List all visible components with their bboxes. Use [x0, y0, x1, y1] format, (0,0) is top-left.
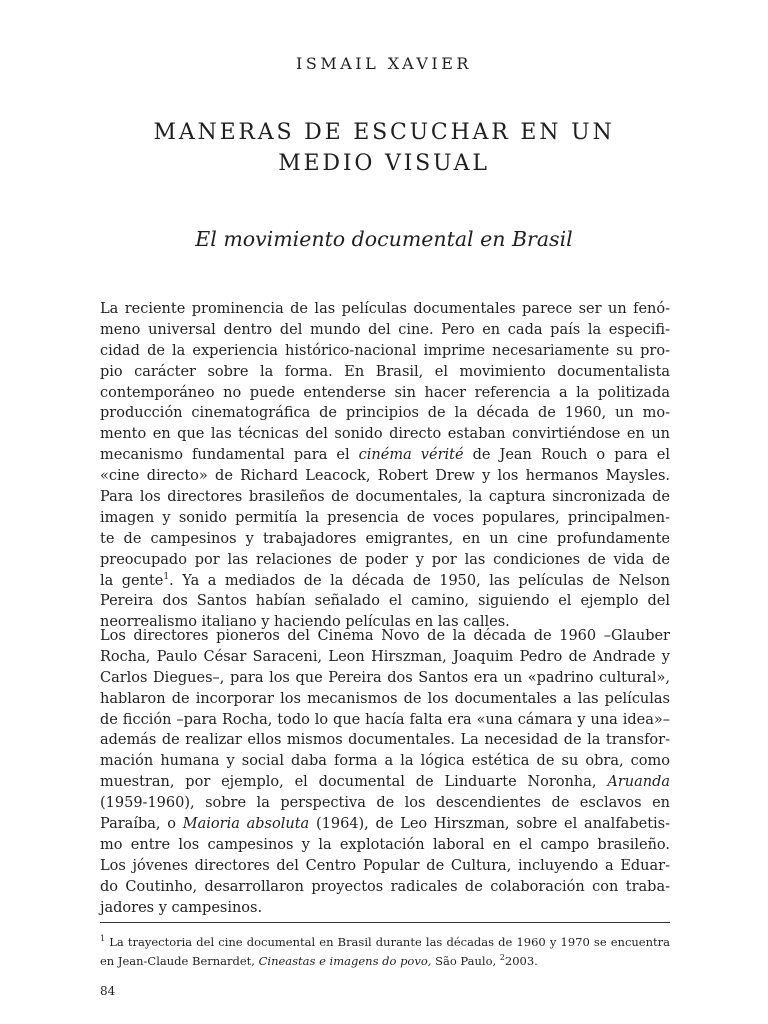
text-line — [100, 814, 670, 835]
text-line: Los directores pioneros del Cinema Novo de la década de 1960 –Glauber — [100, 628, 670, 644]
text-line: te de campesinos y trabajadores emigrantes, en un cine profundamente — [100, 530, 670, 547]
body-paragraph-2 — [100, 626, 670, 918]
italic-book-title: Cineastas e imagens do povo, — [258, 953, 432, 968]
text-segment: . Ya a mediados de la década de 1950, las películas de Nelson — [169, 572, 670, 589]
text-line: de ficción –para Rocha, todo lo que hacía falta era «una cámara y una idea»– — [100, 711, 670, 728]
text-line: mento en que las técnicas del sonido directo estaban convirtiéndose en un — [100, 426, 670, 443]
text-segment: La trayectoria del cine documental en Brasil durante las décadas de 1960 y 1970 se encuentra — [109, 935, 670, 949]
chapter-title — [0, 117, 768, 179]
chapter-title-line-2: MEDIO VISUAL — [278, 151, 490, 176]
text-line: pio carácter sobre la forma. En Brasil, el movimiento documentalista — [100, 363, 670, 380]
page-number: 84 — [100, 984, 116, 998]
text-segment: São Paulo, — [431, 953, 500, 968]
text-line: jadores y campesinos. — [100, 899, 263, 916]
text-line: «cine directo» de Richard Leacock, Robert Drew y los hermanos Maysles. — [100, 468, 670, 485]
text-line: Carlos Diegues–, para los que Pereira dos Santos era un «padrino cultural», — [100, 669, 670, 686]
text-line: neorrealismo italiano y haciendo películas en las calles. — [100, 614, 510, 631]
footnote-reference[interactable]: 1 — [163, 571, 170, 582]
text-line: La reciente prominencia de las películas documentales parece ser un fenó- — [100, 301, 670, 317]
footnote-line — [100, 952, 670, 971]
text-line: mo entre los campesinos y la explotación laboral en el campo brasileño. — [100, 836, 670, 853]
text-line: (1959-1960), sobre la perspectiva de los descendientes de esclavos en — [100, 795, 670, 812]
text-segment: mecanismo fundamental para el — [100, 447, 359, 464]
text-line: meno universal dentro del mundo del cine. Pero en cada país la especifi- — [100, 321, 670, 338]
text-segment: 2003. — [504, 953, 538, 968]
text-segment: muestran, por ejemplo, el documental de Linduarte Noronha, — [100, 774, 608, 791]
body-paragraph-1 — [100, 299, 670, 633]
text-segment: de Jean Rouch o para el — [463, 447, 670, 464]
text-line: Rocha, Paulo César Saraceni, Leon Hirszman, Joaquim Pedro de Andrade y — [100, 648, 670, 665]
text-line: Los jóvenes directores del Centro Popular de Cultura, incluyendo a Eduar- — [100, 857, 670, 874]
text-segment: la gente — [100, 572, 164, 589]
italic-film-title: Maioria absoluta — [182, 816, 310, 833]
text-line: Pereira dos Santos habían señalado el camino, siguiendo el ejemplo del — [100, 593, 670, 610]
text-line — [100, 445, 670, 466]
text-line: además de realizar ellos mismos documentales. La necesidad de la transfor- — [100, 732, 670, 749]
footnote-line — [100, 933, 670, 952]
text-line: producción cinematográfica de principios de la década de 1960, un mo- — [100, 405, 670, 422]
text-line: Para los directores brasileños de documentales, la captura sincronizada de — [100, 489, 670, 506]
text-line: hablaron de incorporar los mecanismos de los documentales a las películas — [100, 690, 670, 707]
italic-film-title: Aruanda — [607, 774, 670, 791]
edition-superscript: 2 — [499, 952, 505, 962]
text-segment: en Jean-Claude Bernardet, — [100, 953, 259, 968]
text-segment: Paraíba, o — [100, 816, 183, 833]
chapter-title-line-1: MANERAS DE ESCUCHAR EN UN — [153, 120, 615, 145]
footnote — [100, 933, 670, 970]
text-line — [100, 571, 670, 592]
italic-term: cinéma vérité — [358, 447, 464, 464]
footnote-number: 1 — [100, 934, 106, 944]
text-line — [100, 772, 670, 793]
text-line: contemporáneo no puede entenderse sin hacer referencia a la politizada — [100, 384, 670, 401]
text-line: cidad de la experiencia histórico-nacional imprime necesariamente su pro- — [100, 342, 670, 359]
author-name: ISMAIL XAVIER — [296, 54, 472, 73]
footnote-divider — [100, 922, 670, 923]
text-segment: (1964), de Leo Hirszman, sobre el analfabetis- — [309, 816, 670, 833]
text-line: imagen y sonido permitía la presencia de voces populares, principalmen- — [100, 509, 670, 526]
chapter-subtitle: El movimiento documental en Brasil — [195, 227, 573, 251]
text-line: preocupado por las relaciones de poder y por las condiciones de vida de — [100, 551, 670, 568]
text-line: do Coutinho, desarrollaron proyectos radicales de colaboración con traba- — [100, 878, 670, 895]
text-line: mación humana y social daba forma a la lógica estética de su obra, como — [100, 753, 670, 770]
